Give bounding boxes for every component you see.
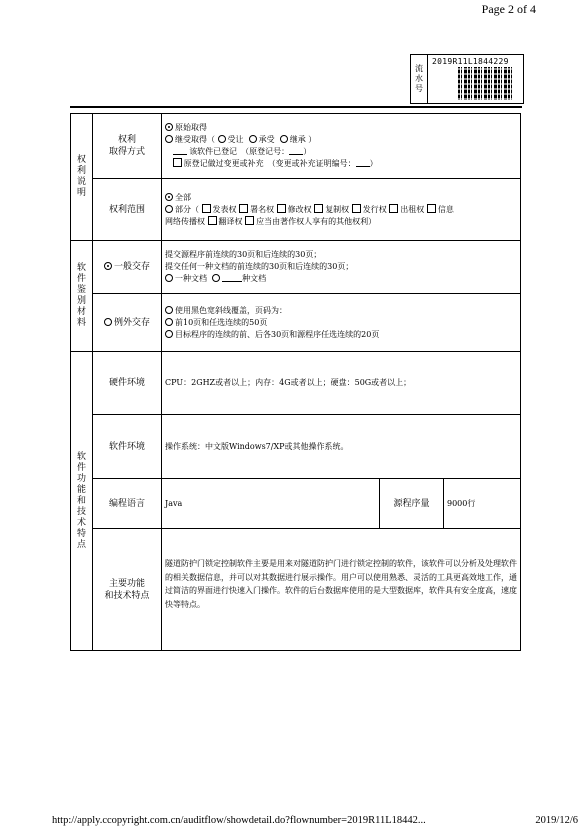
serial-number-box	[410, 54, 524, 104]
exception-deposit-radio[interactable]	[104, 318, 112, 326]
black-cover-radio[interactable]	[165, 306, 173, 314]
page-number: Page 2 of 4	[481, 2, 536, 16]
scope-options: 全部 部分（ 发表权 署名权 修改权 复制权 发行权 出租权 信息 网络传播权 翻译权 应当由著作权人享有的其他权利）	[162, 179, 521, 241]
translate-right-checkbox[interactable]	[208, 216, 217, 225]
authorship-right-checkbox[interactable]	[239, 204, 248, 213]
features-section-title: 软 件 功 能 和 技 术 特 点	[71, 352, 93, 651]
publish-right-checkbox[interactable]	[202, 204, 211, 213]
general-deposit-label: 一般交存	[93, 241, 162, 294]
scope-part-radio[interactable]	[165, 205, 173, 213]
header-rule	[70, 106, 522, 108]
network-right-checkbox[interactable]	[427, 204, 436, 213]
software-env-value: 操作系统：中文版Windows7/XP或其他操作系统。	[162, 415, 521, 479]
scope-label: 权利范围	[93, 179, 162, 241]
acquisition-options: 原始取得 继受取得（ 受让 承受 继承 ） 该软件已登记 （原登记号： ） 原登记做过变更或补充 （变更或补充证明编号： ）	[162, 114, 521, 179]
document-count-field[interactable]	[222, 273, 242, 282]
serial-number: 2019R11L1844229	[432, 57, 509, 66]
software-env-label: 软件环境	[93, 415, 162, 479]
inherit-radio[interactable]	[280, 135, 288, 143]
footer-date: 2019/12/6	[535, 815, 578, 826]
modify-right-checkbox[interactable]	[277, 204, 286, 213]
registered-checkbox[interactable]	[173, 146, 187, 155]
materials-section-title: 软 件 鉴 别 材 料	[71, 241, 93, 352]
main-features-text: 隧道防护门锁定控制软件主要是用来对隧道防护门进行锁定控制的软件，该软件可以分析及处理软件的相关数据信息，并可以对其数据进行展示操作。用户可以使用熟悉、灵活的工具更高效地工作，通过简洁的界面进行快速入门操作。软件的后台数据库使用的是大型数据库，软件具有安全度高，速度快等特点。	[162, 529, 521, 651]
original-acquisition-radio[interactable]	[165, 123, 173, 131]
inherited-acquisition-radio[interactable]	[165, 135, 173, 143]
transfer-radio[interactable]	[218, 135, 226, 143]
rent-right-checkbox[interactable]	[389, 204, 398, 213]
barcode-image	[458, 67, 512, 100]
one-document-radio[interactable]	[165, 274, 173, 282]
multi-document-radio[interactable]	[212, 274, 220, 282]
original-registration-number-field[interactable]	[289, 146, 303, 155]
language-value: Java	[162, 479, 380, 529]
rights-section-title: 权 利 说 明	[71, 114, 93, 241]
acquisition-label: 权利 取得方式	[93, 114, 162, 179]
exception-deposit-content: 使用黑色宽斜线覆盖，页码为： 前10页和任选连续的50页 目标程序的连续的前、后各30页和源程序任选连续的20页	[162, 294, 521, 352]
source-lines-label: 源程序量	[380, 479, 444, 529]
exception-deposit-label: 例外交存	[93, 294, 162, 352]
change-certificate-number-field[interactable]	[356, 158, 370, 167]
general-deposit-content: 提交源程序前连续的30页和后连续的30页； 提交任何一种文档的前连续的30页和后连续的30页； 一种文档 种文档	[162, 241, 521, 294]
copy-right-checkbox[interactable]	[314, 204, 323, 213]
assume-radio[interactable]	[249, 135, 257, 143]
footer-url: http://apply.ccopyright.com.cn/auditflow/showdetail.do?flownumber=2019R11L18442...	[52, 815, 426, 826]
main-features-label: 主要功能 和技术特点	[93, 529, 162, 651]
scope-all-radio[interactable]	[165, 193, 173, 201]
distribute-right-checkbox[interactable]	[352, 204, 361, 213]
hardware-value: CPU：2GHZ或者以上；内存：4G或者以上；硬盘：50G或者以上；	[162, 352, 521, 415]
registration-form-table	[70, 113, 521, 651]
source-lines-value: 9000行	[444, 479, 521, 529]
hardware-label: 硬件环境	[93, 352, 162, 415]
other-rights-checkbox[interactable]	[245, 216, 254, 225]
object-code-radio[interactable]	[165, 330, 173, 338]
language-label: 编程语言	[93, 479, 162, 529]
general-deposit-radio[interactable]	[104, 262, 112, 270]
first-ten-pages-radio[interactable]	[165, 318, 173, 326]
serial-label: 流 水 号	[411, 55, 428, 103]
changed-checkbox[interactable]	[173, 158, 182, 167]
